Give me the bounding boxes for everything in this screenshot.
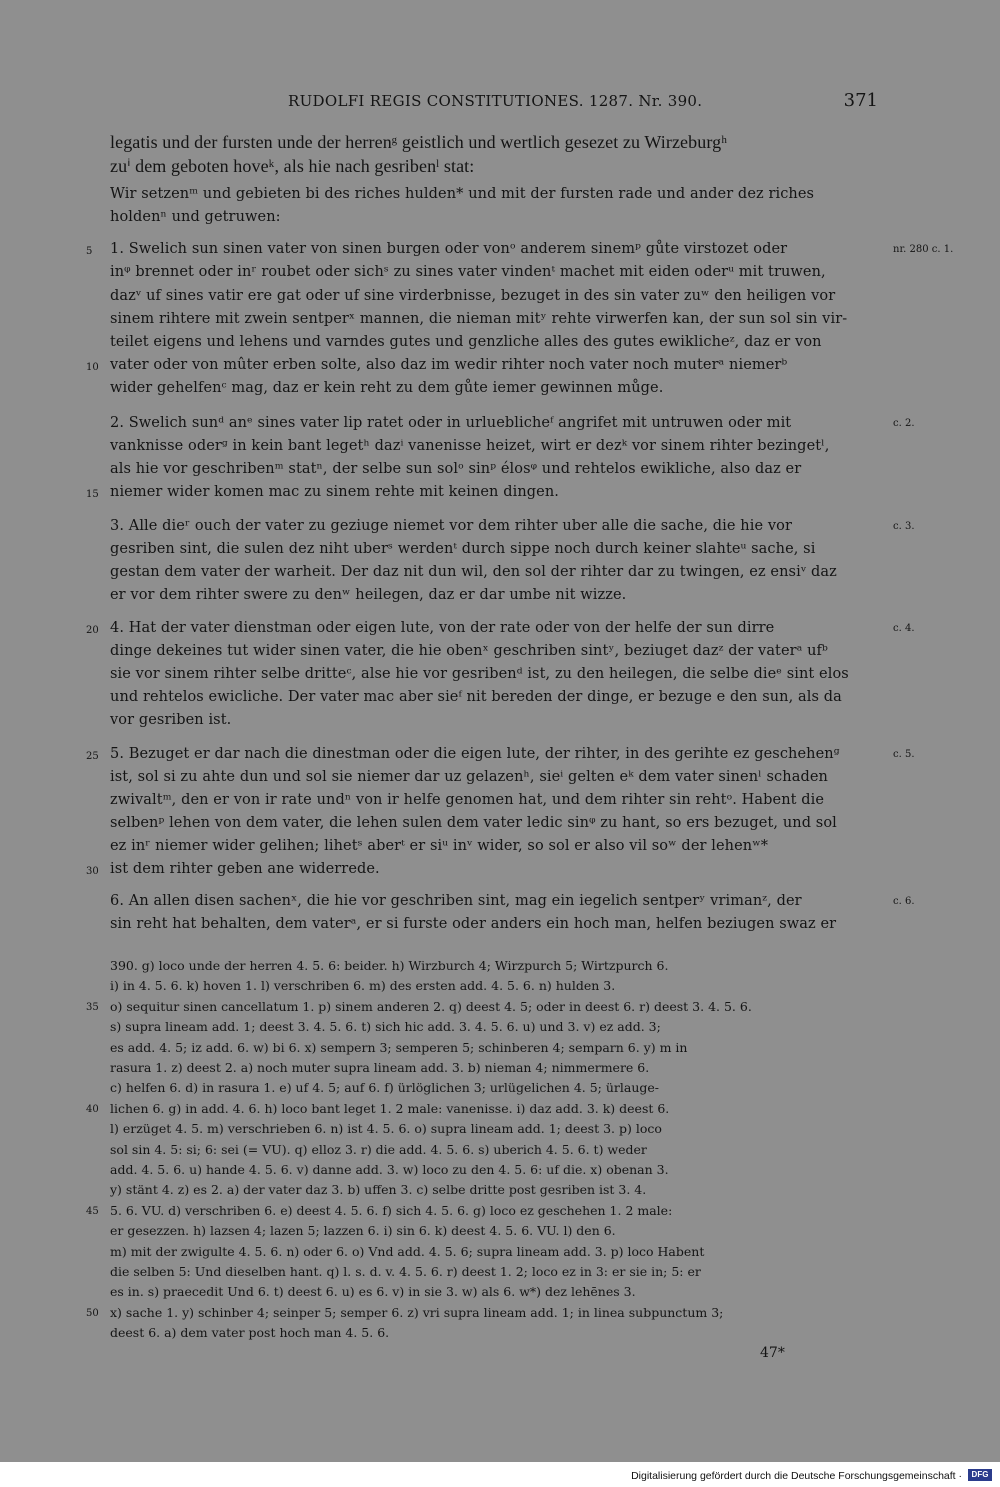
footnote-line: x) sache 1. y) schinber 4; seinper 5; semper 6. z) vri supra lineam add. 1; in linea subpunctum 3; xyxy=(110,1304,724,1320)
footer-bar xyxy=(0,1462,1000,1487)
text-line: vanknisse oderᵍ in kein bant legetʰ dazⁱ vanenisse heizet, wirt er dezᵏ vor sinem rihter bezingetˡ, xyxy=(110,438,830,454)
text-line: 5. Bezuget er dar nach die dinestman oder die eigen lute, der rihter, in des gerihte ez geschehenᵍ xyxy=(110,746,840,762)
margin-reference: c. 3. xyxy=(893,521,915,532)
text-line: vor gesriben ist. xyxy=(110,712,232,728)
footnote-line: i) in 4. 5. 6. k) hoven 1. l) verschriben 6. m) des ersten add. 4. 5. 6. n) hulden 3. xyxy=(110,978,616,994)
footnote-line: c) helfen 6. d) in rasura 1. e) uf 4. 5; auf 6. f) ürlöglichen 3; urlügelichen 4. 5; ürlauge- xyxy=(110,1080,660,1096)
text-line: Wir setzenᵐ und gebieten bi des riches hulden* und mit der fursten rade und ander dez riches xyxy=(110,186,815,202)
text-line: 6. An allen disen sachenˣ, die hie vor geschriben sint, mag ein iegelich sentperʸ vrimanᶻ, der xyxy=(110,893,802,909)
text-line: sie vor sinem rihter selbe dritteᶜ, alse hie vor gesribenᵈ ist, zu den heilegen, die selbe dieᵉ sint elos xyxy=(110,666,849,682)
line-number: 40 xyxy=(86,1103,99,1115)
text-line: ist dem rihter geben ane widerrede. xyxy=(110,861,380,877)
text-line: zuⁱ dem geboten hoveᵏ, als hie nach gesribenˡ stat: xyxy=(110,156,475,176)
margin-reference: c. 5. xyxy=(893,749,915,760)
text-line: als hie vor geschribenᵐ statⁿ, der selbe sun solᵒ sinᵖ élosᵠ und rehtelos ewikliche, also daz er xyxy=(110,461,802,477)
footnote-line: die selben 5: Und dieselben hant. q) l. s. d. v. 4. 5. 6. r) deest 1. 2; loco ez in 3: er sie in; 5: er xyxy=(110,1264,701,1279)
footnote-line: y) stänt 4. z) es 2. a) der vater daz 3. b) uffen 3. c) selbe dritte post gesriben ist 3. 4. xyxy=(110,1182,647,1198)
line-number: 30 xyxy=(86,866,99,877)
text-line: sin reht hat behalten, dem vaterᵃ, er si furste oder anders ein hoch man, helfen beziugen swaz er xyxy=(110,916,837,932)
footnote-line: 5. 6. VU. d) verschriben 6. e) deest 4. 5. 6. f) sich 4. 5. 6. g) loco ez geschehen 1. 2 male: xyxy=(110,1202,673,1218)
footnote-line: es add. 4. 5; iz add. 6. w) bi 6. x) sempern 3; semperen 5; schinberen 4; semparn 6. y) m in xyxy=(110,1039,688,1055)
text-line: wider gehelfenᶜ mag, daz er kein reht zu dem gůte iemer gewinnen můge. xyxy=(110,380,664,396)
text-line: zwivaltᵐ, den er von ir rate undⁿ von ir helfe genomen hat, und dem rihter sin rehtᵒ. Habent die xyxy=(110,792,825,808)
line-number: 35 xyxy=(86,1001,99,1013)
page-number: 371 xyxy=(843,90,878,111)
text-line: 4. Hat der vater dienstman oder eigen lute, von der rate oder von der helfe der sun dirre xyxy=(110,620,775,636)
footnote-line: s) supra lineam add. 1; deest 3. 4. 5. 6. t) sich hic add. 3. 4. 5. 6. u) und 3. v) ez add. 3; xyxy=(110,1019,661,1035)
margin-reference: c. 2. xyxy=(893,418,915,429)
text-line: dinge dekeines tut wider sinen vater, die hie obenˣ geschriben sintʸ, beziuget dazᶻ der vaterᵃ ufᵇ xyxy=(110,643,828,659)
text-line: vater oder von mûter erben solte, also daz im wedir rihter noch vater noch muterᵃ niemerᵇ xyxy=(110,357,788,373)
text-line: ist, sol si zu ahte dun und sol sie niemer dar uz gelazenʰ, sieⁱ gelten eᵏ dem vater sinenˡ schaden xyxy=(110,769,828,785)
text-line: teilet eigens und lehens und varndes gutes und genzliche alles des gutes ewiklicheᶻ, daz er von xyxy=(110,334,822,350)
text-line: ez inʳ niemer wider gelihen; lihetˢ aberᵗ er siᵘ inᵛ wider, so sol er also vil soʷ der lehenʷ* xyxy=(110,838,769,854)
line-number: 5 xyxy=(86,246,93,257)
line-number: 50 xyxy=(86,1307,99,1319)
footnote-line: lichen 6. g) in add. 4. 6. h) loco bant leget 1. 2 male: vanenisse. i) daz add. 3. k) deest 6. xyxy=(110,1100,670,1116)
footnote-line: m) mit der zwigulte 4. 5. 6. n) oder 6. o) Vnd add. 4. 5. 6; supra lineam add. 3. p) loco Habent xyxy=(110,1243,705,1259)
footnote-line: sol sin 4. 5: si; 6: sei (= VU). q) elloz 3. r) die add. 4. 5. 6. s) uberich 4. 5. 6. t) weder xyxy=(110,1141,647,1157)
footnote-line: o) sequitur sinen cancellatum 1. p) sinem anderen 2. q) deest 4. 5; oder in deest 6. r) deest 3. 4. 5. 6. xyxy=(110,998,752,1014)
margin-reference: c. 6. xyxy=(893,896,915,907)
margin-reference: nr. 280 c. 1. xyxy=(893,244,954,255)
text-line: er vor dem rihter swere zu denʷ heilegen, daz er dar umbe nit wizze. xyxy=(110,587,627,603)
footnote-line: l) erzüget 4. 5. m) verschrieben 6. n) ist 4. 5. 6. o) supra lineam add. 1; deest 3. p) loco xyxy=(110,1121,662,1137)
text-line: gesriben sint, die sulen dez niht uberˢ werdenᵗ durch sippe noch durch keiner slahteᵘ sache, si xyxy=(110,541,816,557)
text-line: holdenⁿ und getruwen: xyxy=(110,209,281,225)
text-line: gestan dem vater der warheit. Der daz nit dun wil, den sol der rihter dar zu twingen, ez ensiᵛ daz xyxy=(110,564,837,580)
text-line: 1. Swelich sun sinen vater von sinen burgen oder vonᵒ anderem sinemᵖ gůte virstozet oder xyxy=(110,241,788,257)
footnote-line: deest 6. a) dem vater post hoch man 4. 5. 6. xyxy=(110,1325,390,1341)
text-line: legatis und der fursten unde der herrenᵍ geistlich und wertlich gesezet zu Wirzeburgʰ xyxy=(110,132,728,152)
text-line: dazᵛ uf sines vatir ere gat oder uf sine virderbnisse, bezuget in des sin vater zuʷ den heiligen vor xyxy=(110,288,836,304)
line-number: 10 xyxy=(86,362,99,373)
footnote-line: rasura 1. z) deest 2. a) noch muter supra lineam add. 3. b) nieman 4; nimmermere 6. xyxy=(110,1060,650,1075)
text-line: niemer wider komen mac zu sinem rehte mit keinen dingen. xyxy=(110,484,559,500)
line-number: 20 xyxy=(86,625,99,636)
text-line: sinem rihtere mit zwein sentperˣ mannen, die nieman mitʸ rehte virwerfen kan, der sun sol sin vir- xyxy=(110,311,848,327)
text-line: und rehtelos ewicliche. Der vater mac aber sieᶠ nit bereden der dinge, er bezuge e den sun, als da xyxy=(110,689,842,705)
footnote-line: add. 4. 5. 6. u) hande 4. 5. 6. v) danne add. 3. w) loco zu den 4. 5. 6: uf die. x) obenan 3. xyxy=(110,1162,669,1177)
dfg-logo: DFG xyxy=(968,1469,992,1481)
line-number: 45 xyxy=(86,1205,99,1217)
text-line: 2. Swelich sunᵈ anᵉ sines vater lip ratet oder in urlueblicheᶠ angrifet mit untruwen oder mit xyxy=(110,415,792,431)
line-number: 15 xyxy=(86,489,99,500)
running-title: RUDOLFI REGIS CONSTITUTIONES. 1287. Nr. 390. xyxy=(288,92,703,110)
funding-notice: Digitalisierung gefördert durch die Deutsche Forschungsgemeinschaft · xyxy=(631,1470,962,1482)
footnote-line: es in. s) praecedit Und 6. t) deest 6. u) es 6. v) in sie 3. w) als 6. w*) dez lehēnes 3. xyxy=(110,1284,636,1300)
text-line: selbenᵖ lehen von dem vater, die lehen sulen dem vater ledic sinᵠ zu hant, so ers bezuget, und sol xyxy=(110,815,837,831)
text-line: inᵠ brennet oder inʳ roubet oder sichˢ zu sines vater vindenᵗ machet mit eiden oderᵘ mit truwen, xyxy=(110,264,826,280)
footnote-line: 390. g) loco unde der herren 4. 5. 6: beider. h) Wirzburch 4; Wirzpurch 5; Wirtzpurch 6. xyxy=(110,958,669,973)
text-line: 3. Alle dieʳ ouch der vater zu geziuge niemet vor dem rihter uber alle die sache, die hie vor xyxy=(110,518,792,534)
signature-mark: 47* xyxy=(760,1345,785,1361)
line-number: 25 xyxy=(86,751,99,762)
footnote-line: er gesezzen. h) lazsen 4; lazen 5; lazzen 6. i) sin 6. k) deest 4. 5. 6. VU. l) den 6. xyxy=(110,1223,616,1239)
margin-reference: c. 4. xyxy=(893,623,915,634)
